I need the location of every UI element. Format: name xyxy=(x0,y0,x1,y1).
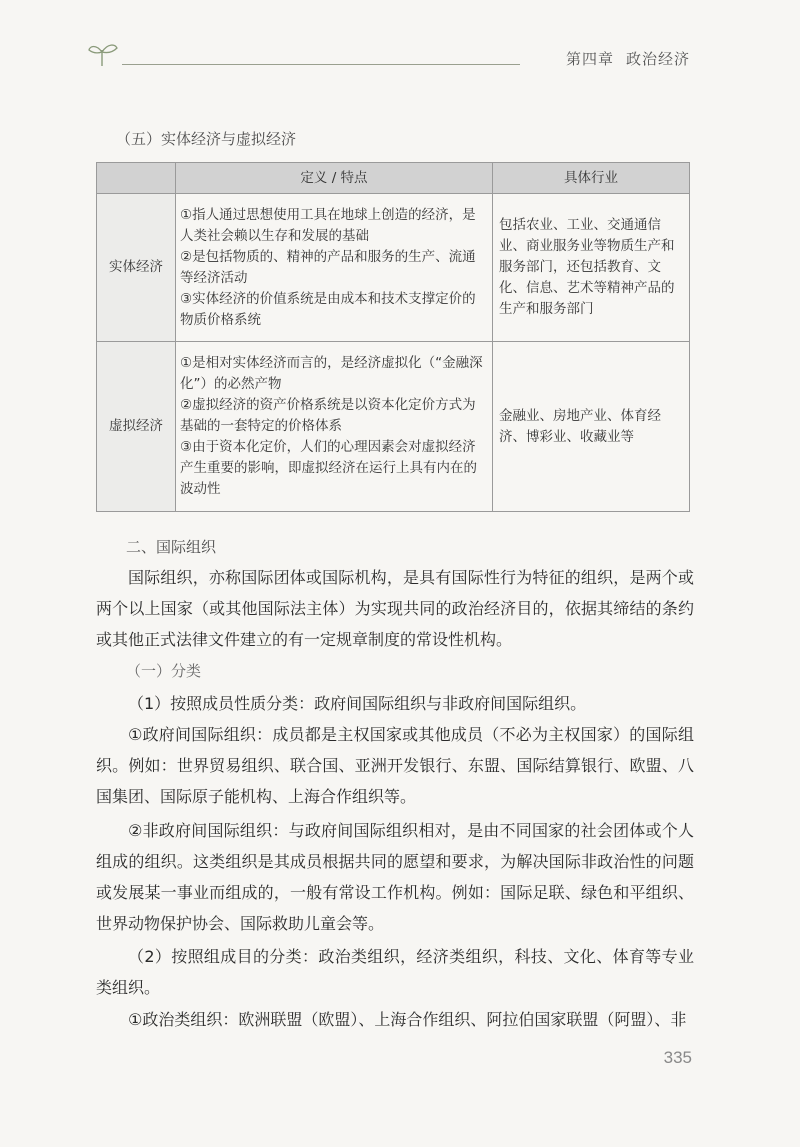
paragraph: ②非政府间国际组织：与政府间国际组织相对，是由不同国家的社会团体或个人组成的组织。这类组织是其成员根据共同的愿望和要求，为解决国际非政治性的问题或发展某一事业而组成的，一般有常设工作机构。例如：国际足联、绿色和平组织、世界动物保护协会、国际救助儿童会等。 xyxy=(96,821,694,933)
section-title-intl-org: 二、国际组织 xyxy=(126,538,217,556)
section-title-economy: （五）实体经济与虚拟经济 xyxy=(116,130,297,148)
table-row xyxy=(97,342,690,512)
chapter-number: 第四章 xyxy=(565,50,614,68)
table-header-row xyxy=(97,163,690,194)
subsection-title-classification: （一）分类 xyxy=(126,662,202,680)
paragraph: ①政府间国际组织：成员都是主权国家或其他成员（不必为主权国家）的国际组织。例如：世界贸易组织、联合国、亚洲开发银行、东盟、国际结算银行、欧盟、八国集团、国际原子能机构、上海合作组织等。 xyxy=(96,725,694,806)
page-number: 335 xyxy=(663,1048,692,1067)
definition-point: ③实体经济的价值系统是由成本和技术支撑定价的物质价格系统 xyxy=(180,290,476,328)
definition-point: ①指人通过思想使用工具在地球上创造的经济，是人类社会赖以生存和发展的基础 xyxy=(180,206,476,244)
table-header-empty xyxy=(97,163,176,194)
economy-comparison-table xyxy=(96,162,690,512)
definition-point: ③由于资本化定价，人们的心理因素会对虚拟经济产生重要的影响，即虚拟经济在运行上具有内在的波动性 xyxy=(180,439,477,497)
table-header-industries: 具体行业 xyxy=(493,163,690,194)
row-name: 实体经济 xyxy=(97,194,176,342)
row-name: 虚拟经济 xyxy=(97,342,176,512)
chapter-title: 政治经济 xyxy=(625,50,690,68)
definition-point: ①是相对实体经济而言的，是经济虚拟化（“金融深化”）的必然产物 xyxy=(180,355,483,392)
table-row xyxy=(97,194,690,342)
running-header xyxy=(86,40,698,76)
row-definition xyxy=(176,194,493,342)
definition-point: ②是包括物质的、精神的产品和服务的生产、流通等经济活动 xyxy=(180,248,476,286)
chapter-label xyxy=(554,48,690,69)
paragraph: ①政治类组织：欧洲联盟（欧盟）、上海合作组织、阿拉伯国家联盟（阿盟）、非 xyxy=(128,1010,687,1029)
row-industries: 包括农业、工业、交通通信业、商业服务业等物质生产和服务部门，还包括教育、文化、信息、艺术等精神产品的生产和服务部门 xyxy=(493,194,690,342)
sprout-icon xyxy=(86,40,120,68)
row-definition xyxy=(176,342,493,512)
header-rule xyxy=(122,64,520,65)
paragraph: （2）按照组成目的分类：政治类组织，经济类组织，科技、文化、体育等专业类组织。 xyxy=(96,947,694,997)
paragraph: （1）按照成员性质分类：政府间国际组织与非政府间国际组织。 xyxy=(128,694,587,713)
table-header-definition: 定义 / 特点 xyxy=(176,163,493,194)
row-industries: 金融业、房地产业、体育经济、博彩业、收藏业等 xyxy=(493,342,690,512)
intro-paragraph: 国际组织，亦称国际团体或国际机构，是具有国际性行为特征的组织，是两个或两个以上国家（或其他国际法主体）为实现共同的政治经济目的，依据其缔结的条约或其他正式法律文件建立的有一定规章制度的常设性机构。 xyxy=(96,568,694,649)
definition-point: ②虚拟经济的资产价格系统是以资本化定价方式为基础的一套特定的价格体系 xyxy=(180,397,476,434)
